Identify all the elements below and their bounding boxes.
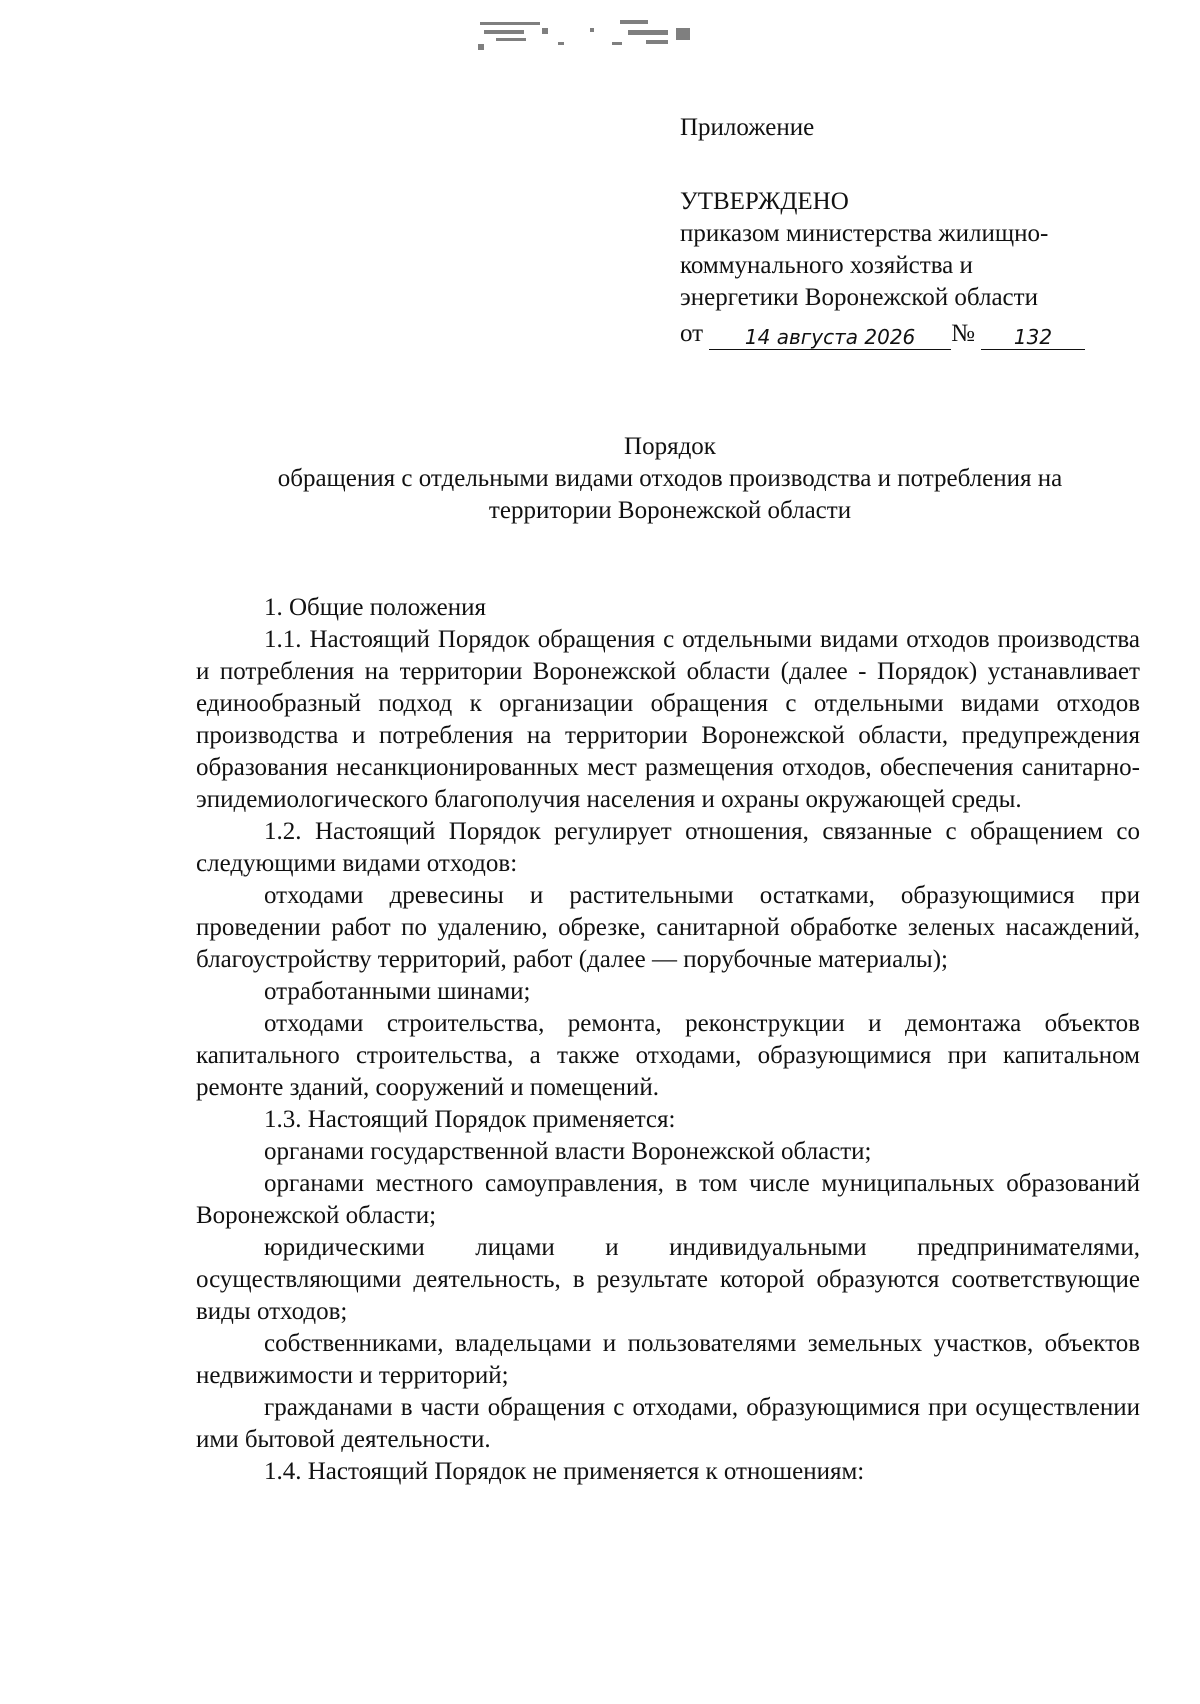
- document-body: [196, 592, 1140, 1488]
- paragraph: отходами строительства, ремонта, реконструкции и демонтажа объектов капитального строительства, а также отходами, образующимися при капитальном ремонте зданий, сооружений и помещений.: [196, 1010, 1140, 1101]
- paragraph: 1.2. Настоящий Порядок регулирует отношения, связанные с обращением со следующими видами отходов:: [196, 818, 1140, 877]
- approval-block: [680, 112, 1120, 350]
- paragraph: юридическими лицами и индивидуальными предпринимателями, осуществляющими деятельность, в результате которой образуются соответствующие виды отходов;: [196, 1234, 1140, 1325]
- paragraph: отходами древесины и растительными остатками, образующимися при проведении работ по удалению, обрезке, санитарной обработке зеленых насаждений, благоустройству территорий, работ (далее — порубочные материалы);: [196, 882, 1140, 973]
- handwritten-date: 14 августа 2026: [709, 325, 951, 350]
- paragraph: 1.4. Настоящий Порядок не применяется к отношениям:: [264, 1458, 865, 1485]
- handwritten-number: 132: [981, 325, 1085, 350]
- scan-artifact-stamp: [470, 12, 740, 62]
- from-label: от: [680, 320, 704, 347]
- order-line-3: энергетики Воронежской области: [680, 284, 1038, 311]
- title-line-1: Порядок: [624, 433, 716, 460]
- document-title: [180, 431, 1160, 527]
- number-label: №: [951, 320, 975, 347]
- section-heading: 1. Общие положения: [264, 594, 486, 621]
- approved-label: УТВЕРЖДЕНО: [680, 188, 849, 215]
- order-line-2: коммунального хозяйства и: [680, 252, 973, 279]
- paragraph: отработанными шинами;: [264, 978, 531, 1005]
- order-date-number-row: [680, 318, 1120, 350]
- paragraph: органами государственной власти Воронежской области;: [264, 1138, 872, 1165]
- title-line-2: обращения с отдельными видами отходов производства и потребления на: [277, 465, 1063, 492]
- paragraph: гражданами в части обращения с отходами, образующимися при осуществлении ими бытовой деятельности.: [196, 1394, 1140, 1453]
- order-line-1: приказом министерства жилищно-: [680, 220, 1049, 247]
- annex-label: Приложение: [680, 114, 815, 141]
- paragraph: 1.1. Настоящий Порядок обращения с отдельными видами отходов производства и потребления на территории Воронежской области (далее - Порядок) устанавливает единообразный подход к организации обращения с отдельными видами отходов производства и потребления на территории Воронежской области, предупреждения образования несанкционированных мест размещения отходов, обеспечения санитарно-эпидемиологического благополучия населения и охраны окружающей среды.: [196, 626, 1140, 813]
- title-line-3: территории Воронежской области: [488, 497, 852, 524]
- paragraph: органами местного самоуправления, в том числе муниципальных образований Воронежской области;: [196, 1170, 1140, 1229]
- paragraph: 1.3. Настоящий Порядок применяется:: [264, 1106, 676, 1133]
- paragraph: собственниками, владельцами и пользователями земельных участков, объектов недвижимости и территорий;: [196, 1330, 1140, 1389]
